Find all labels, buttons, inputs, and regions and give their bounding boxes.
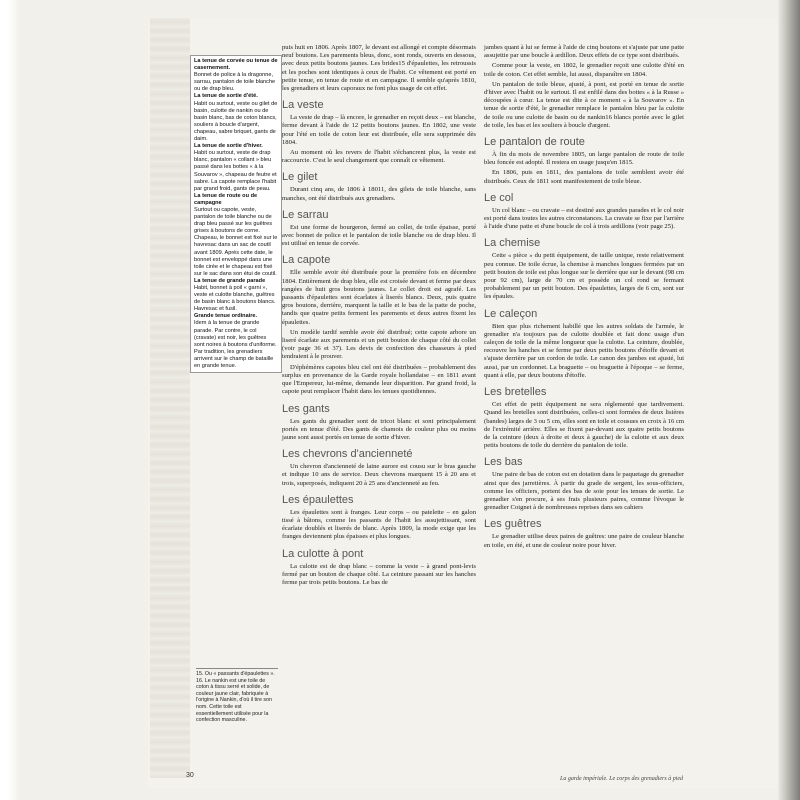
section-heading: Les chevrons d'ancienneté — [282, 448, 413, 461]
paragraph: Cette « pièce » du petit équipement, de taille unique, reste relativement peu connue. De toile écrue, la chemise à manches longues fermées par un petit bouton de toile est plus longue sur le derrière que sur le devant (98 cm pour 92 cm), large de 70 cm et possède un col rond se fermant probablement par un petit bouton. Des épaulettes, larges de 6 cm, sont sur les épaules. — [484, 252, 684, 301]
paragraph: Les gants du grenadier sont de tricot blanc et sont principalement portés en tenue d'été. Des gants de chamois de couleur plus ou moins jaune sont aussi portés en tenue de sortie d'hiver. — [282, 417, 476, 441]
sidebar-text: Habit ou surtout, veste de drap blanc, pantalon « collant » bleu passé dans les bottes « à la Souvarov », chapeau de feutre et sabre. La capote remplace l'habit par grand froid, gants de peau. — [194, 150, 277, 192]
paragraph: Comme pour la veste, en 1802, le grenadier reçoit une culotte d'été en toile de coton. Cet effet semble, lui aussi, disparaître en 1804. — [484, 62, 684, 78]
paragraph: Une paire de bas de coton est en dotation dans le paquetage du grenadier ainsi que des jarretières. À partir du grade de sergent, les sous-officiers, comme les officiers, portent des bas de soie pour les tenues de sortie. Le grenadier s'en procure, à ses frais plusieurs paires, comme l'évoque le grenadier Coignet à de nombreuses reprises dans ses cahiers — [484, 471, 684, 512]
section-heading: La veste — [282, 99, 324, 112]
right-page-edge — [778, 0, 800, 800]
paragraph: Bien que plus richement habillé que les autres soldats de l'armée, le grenadier n'a toujours pas de culotte doublée et fait donc usage d'un caleçon de toile de la même longueur que la culotte. La ceinture, doublée, recouvre les hanches et se ferme par deux petits boutons d'étoffe devant et s'ajuste derrière par un cordon de toile. Le canon des jambes est ajusté, lui aussi, par un cordonnet. La braguette – ou braguette à l'époque – se ferme, quant à elle, par deux boutons d'étoffe. — [484, 322, 684, 379]
paragraph: Elle semble avoir été distribuée pour la première fois en décembre 1804. Entièrement de drap bleu, elle est croisée devant et ferme par deux rangées de huit gros boutons jaunes. Le collet droit est agrafé. Les passants d'épaulettes sont écarlates à liserés blancs. Deux, puis quatre gros boutons, derrière, marquent la taille et le bas de la patte de poche, tandis que quatre petits ferment les parements et deux autres fixent les épaulettes. — [282, 269, 476, 326]
binding-shadow — [0, 0, 20, 800]
section-heading: La capote — [282, 254, 331, 267]
section-heading: Le caleçon — [484, 307, 538, 320]
text-column-middle — [282, 44, 476, 589]
paragraph: Un pantalon de toile bleue, ajusté, à pont, est porté en tenue de sortie d'hiver avec l'habit ou le surtout. Il est enfilé dans des bottes « à la Russe » découpées à cœur. La tenue est dite à ce moment « à la Souvarov ». En tenue de sortie d'été, le grenadier remplace le pantalon bleu par la culotte de toile ou une culotte de basin ou de nankin16 blancs portée avec le gilet de toile, les bas et les souliers à boucle d'argent. — [484, 80, 684, 129]
footnote: 15. Ou « passants d'épaulettes ». — [196, 671, 275, 677]
sidebar-heading: Grande tenue ordinaire. — [194, 313, 258, 320]
section-heading: Les bretelles — [484, 386, 547, 399]
footnotes — [196, 668, 278, 724]
paragraph: D'éphémères capotes bleu ciel ont été distribuées – probablement des surplus en provenance de la Garde royale hollandaise – en 1811 avant que l'Empereur, lui-même, demande leur disparition. Par grand froid, la capote peut remplacer l'habit dans les tenues quotidiennes. — [282, 363, 476, 396]
paragraph: Les épaulettes sont à franges. Leur corps – ou patelette – en galon tissé à bâtons, comme les passants de l'habit les assujettissant, sont écarlate doublés et liserés de blanc. Après 1809, la mode exige que les franges deviennent plus épaisses et plus longues. — [282, 508, 476, 541]
paragraph: En 1806, puis en 1811, des pantalons de toile semblent avoir été distribués. Ceux de 1811 sont manifestement de toile bleue. — [484, 169, 684, 185]
paragraph: Un col blanc – ou cravate – est destiné aux grandes parades et le col noir est porté dans toutes les autres circonstances. La cravate se fixe par l'arrière à l'aide d'une patte et d'une boucle de col à trois ardillons (voir page 25). — [484, 206, 684, 231]
section-heading: La culotte à pont — [282, 547, 364, 560]
tenues-sidebar-box — [190, 55, 282, 373]
sidebar-text: Surtout ou capote, veste, pantalon de toile blanche ou de drap bleu passé sur les guêtres grises à boutons de corne. Chapeau, le bonnet est fixé sur le havresac dans un sac de coutil avant 1809. Après cette date, le bonnet est enveloppé dans une toile cirée et le chapeau est fixé sur le sac dans son étui de coutil. — [194, 206, 278, 277]
paragraph: puis huit en 1806. Après 1807, le devant est allongé et compte désormais neuf boutons. Les parements bleus, donc, sont ronds, ouverts en dessous, avec deux petits boutons jaunes. Les brides15 d'épaulettes, les retroussis et les poches sont identiques à ceux de l'habit. Ce vêtement est porté en petite tenue, en tenue de route et en campagne. Il semble qu'après 1810, les grenadiers et leurs caporaux ne font plus usage de cet effet. — [282, 44, 476, 93]
section-heading: Les bas — [484, 456, 523, 469]
paragraph: Le grenadier utilise deux paires de guêtres: une paire de couleur blanche en toile, en été, et une de couleur noire pour hiver. — [484, 533, 684, 549]
paragraph: La veste de drap – là encore, le grenadier en reçoit deux – est blanche, ferme devant à l'aide de 12 petits boutons jaunes. En 1802, une veste pour l'été en toile de coton leur est distribuée, elle sera supprimée dès 1804. — [282, 114, 476, 146]
section-heading: Les guêtres — [484, 518, 542, 531]
text-column-right — [484, 44, 684, 552]
paragraph: Durant cinq ans, de 1806 à 18011, des gilets de toile blanche, sans manches, ont été distribués aux grenadiers. — [282, 186, 476, 202]
footnote: 16. Le nankin est une toile de coton à tissu serré et solide, de couleur jaune clair, fabriquée à l'origine à Nankin, d'où il tire son nom. Cette toile est essentiellement utilisée pour la confection masculine. — [196, 677, 272, 724]
sidebar-heading: La tenue de sortie d'été. — [194, 93, 258, 100]
sidebar-text: Habit ou surtout, veste ou gilet de basin, culotte de nankin ou de basin blanc, bas de coton blancs, souliers à boucle d'argent, chapeau, sabre briquet, gants de daim. — [194, 100, 278, 143]
section-heading: La chemise — [484, 237, 541, 250]
sidebar-heading: La tenue de sortie d'hiver. — [194, 143, 263, 150]
section-heading: Le pantalon de route — [484, 136, 585, 149]
paragraph: La culotte est de drap blanc – comme la veste – à grand pont-levis fermé par un bouton de chaque côté. La ceinture passant sur les hanches ferme par trois petits boutons. Le bas de — [282, 562, 476, 586]
sidebar-text: Bonnet de police à la dragonne, sarrau, pantalon de toile blanche ou de drap bleu. — [194, 72, 276, 93]
paragraph: Un chevron d'ancienneté de laine aurore est cousu sur le bras gauche et indique 10 ans de service. Deux chevrons marquent 15 à 20 ans et trois, superposés, indiquent 20 à 25 ans d'ancienneté au feu. — [282, 463, 476, 487]
sidebar-heading: La tenue de grande parade — [194, 277, 266, 284]
paragraph: jambes quant à lui se ferme à l'aide de cinq boutons et s'ajuste par une patte assujettie par une boucle à ardillon. Deux effets de ce type sont distribués. — [484, 44, 684, 60]
paragraph: À fin du mois de novembre 1805, un large pantalon de route de toile bleu foncée est adopté. Il restera en usage jusqu'en 1815. — [484, 151, 684, 167]
paragraph: Au moment où les revers de l'habit s'échancrent plus, la veste est raccourcie. C'est le seul changement que connaît ce vêtement. — [282, 149, 476, 165]
paragraph: Un modèle tardif semble avoir été distribué; cette capote arbore un liseré écarlate aux parements et un petit bouton de chaque côté du collet (voir page 36 et 37). Les devis de confection des chasseurs à pied tendraient à le prouver. — [282, 328, 476, 361]
sidebar-heading: La tenue de corvée ou tenue de casernement. — [194, 58, 278, 72]
sidebar-text: Idem à la tenue de grande parade. Par contre, le col (cravate) est noir, les guêtres sont noires à boutons d'uniforme. Par tradition, les grenadiers arrivent sur le champ de bataille en grande tenue. — [194, 320, 277, 370]
sidebar-text: Habit, bonnet à poil « garni », veste et culotte blanche, guêtres de basin blanc à boutons blancs. Havresac et fusil. — [194, 285, 276, 313]
paragraph: Est une forme de bourgeron, fermé au collet, de toile épaisse, porté avec bonnet de police et le pantalon de toile blanche ou de drap bleu. Il est utilisé en tenue de corvée. — [282, 223, 476, 248]
section-heading: Les gants — [282, 402, 330, 415]
section-heading: Les épaulettes — [282, 493, 354, 506]
page-edge-photo — [150, 18, 190, 778]
section-heading: Le col — [484, 191, 514, 204]
sidebar-heading: La tenue de route ou de campagne — [194, 192, 258, 206]
section-heading: Le gilet — [282, 171, 318, 184]
page-number: 30 — [186, 772, 194, 779]
running-title: La garde impériale. Le corps des grenadiers à pied — [560, 776, 684, 782]
section-heading: Le sarrau — [282, 208, 329, 221]
paragraph: Cet effet de petit équipement ne sera réglementé que tardivement. Quand les bretelles sont distribuées, celles-ci sont formées de deux lisières (bandes) larges de 3 ou 5 cm, elles sont en toile et cousues en croix à 16 cm de l'extrémité arrière. Elles se fixent par-devant aux quatre petits boutons de la ceinture (deux à droite et deux à gauche) de la culotte et aux deux petits boutons de toile du derrière du pantalon de toile. — [484, 401, 684, 450]
